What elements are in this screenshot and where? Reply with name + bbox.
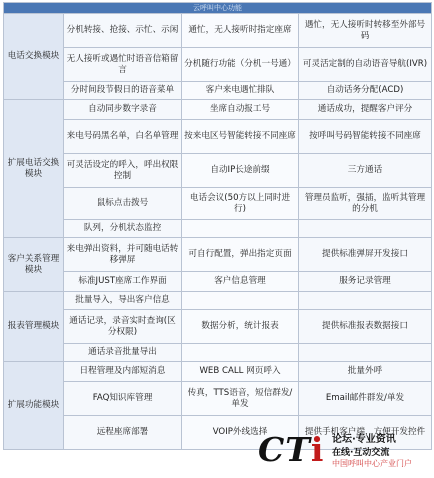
- category-ext-phone-switching: 扩展电话交换模块: [4, 100, 64, 238]
- table-cell: 通话记录，录音实时查询(区分权限): [64, 310, 182, 344]
- table-cell: 批量导入，导出客户信息: [64, 292, 182, 310]
- table-cell: [182, 292, 299, 310]
- table-cell: 批量外呼: [299, 362, 432, 382]
- table-cell: 按来电区号智能转接不同座席: [182, 120, 299, 154]
- table-cell: 鼠标点击拨号: [64, 188, 182, 220]
- table-cell: 数据分析，统计报表: [182, 310, 299, 344]
- table-cell: 可自行配置，弹出指定页面: [182, 238, 299, 272]
- table-cell: 无人接听或遇忙时语音信箱留言: [64, 48, 182, 82]
- table-cell: 分机随行功能（分机一号通）: [182, 48, 299, 82]
- table-cell: 坐席自动报工号: [182, 100, 299, 120]
- table-cell: 来电弹出资料，并可随电话转移弹屏: [64, 238, 182, 272]
- cti-watermark: [246, 428, 434, 478]
- table-cell: [299, 344, 432, 362]
- table-cell: 通话录音批量导出: [64, 344, 182, 362]
- category-phone-switching: 电话交换模块: [4, 14, 64, 100]
- category-report: 报表管理模块: [4, 292, 64, 362]
- table-cell: Email邮件群发/单发: [299, 382, 432, 416]
- table-cell: [299, 292, 432, 310]
- table-cell: 日程管理及内部短消息: [64, 362, 182, 382]
- table-cell: 服务记录管理: [299, 272, 432, 292]
- table-cell: [299, 220, 432, 238]
- cti-logo: CTi: [258, 430, 325, 469]
- table-cell: WEB CALL 网页呼入: [182, 362, 299, 382]
- table-cell: 通忙，无人接听时指定座席: [182, 14, 299, 48]
- table-cell: 分机转接、抢接、示忙、示闲: [64, 14, 182, 48]
- table-cell: [182, 220, 299, 238]
- table-cell: 提供标准报表数据接口: [299, 310, 432, 344]
- table-cell: 管理员监听，强插，监听其管理的分机: [299, 188, 432, 220]
- table-cell: 客户来电遇忙排队: [182, 82, 299, 100]
- table-cell: 客户信息管理: [182, 272, 299, 292]
- table-cell: 电话会议(50方以上同时进行): [182, 188, 299, 220]
- table-cell: 自动话务分配(ACD): [299, 82, 432, 100]
- table-cell: 自动IP长途前缀: [182, 154, 299, 188]
- table-cell: 遇忙，无人接听时转移至外部号码: [299, 14, 432, 48]
- table-cell: 按呼叫号码智能转接不同座席: [299, 120, 432, 154]
- table-cell: 队列，分机状态监控: [64, 220, 182, 238]
- feature-table: [3, 2, 432, 450]
- table-cell: 自动同步数字录音: [64, 100, 182, 120]
- table-cell: 可灵活设定的呼入，呼出权限控制: [64, 154, 182, 188]
- table-cell: VOIP外线选择: [182, 416, 299, 450]
- table-cell: 标准JUST座席工作界面: [64, 272, 182, 292]
- category-crm: 客户关系管理模块: [4, 238, 64, 292]
- table-cell: 提供手机客户端，方便开发控件: [299, 416, 432, 450]
- table-cell: [182, 344, 299, 362]
- table-cell: 分时间段节假日的语音菜单: [64, 82, 182, 100]
- table-cell: 三方通话: [299, 154, 432, 188]
- table-cell: 传真，TTS语音，短信群发/单发: [182, 382, 299, 416]
- watermark-site: 在线·互动交流: [332, 448, 390, 458]
- table-cell: 来电号码黑名单，白名单管理: [64, 120, 182, 154]
- watermark-slogan: 论坛·专业资讯: [332, 434, 396, 445]
- table-cell: FAQ知识库管理: [64, 382, 182, 416]
- table-cell: 通话成功，提醒客户评分: [299, 100, 432, 120]
- table-cell: 提供标准弹屏开发接口: [299, 238, 432, 272]
- watermark-tagline: 中国呼叫中心产业门户: [332, 459, 412, 468]
- table-header: 云呼叫中心功能: [4, 3, 432, 14]
- table-cell: 可灵活定制的自动语音导航(IVR): [299, 48, 432, 82]
- table-cell: 远程座席部署: [64, 416, 182, 450]
- category-ext-function: 扩展功能模块: [4, 362, 64, 450]
